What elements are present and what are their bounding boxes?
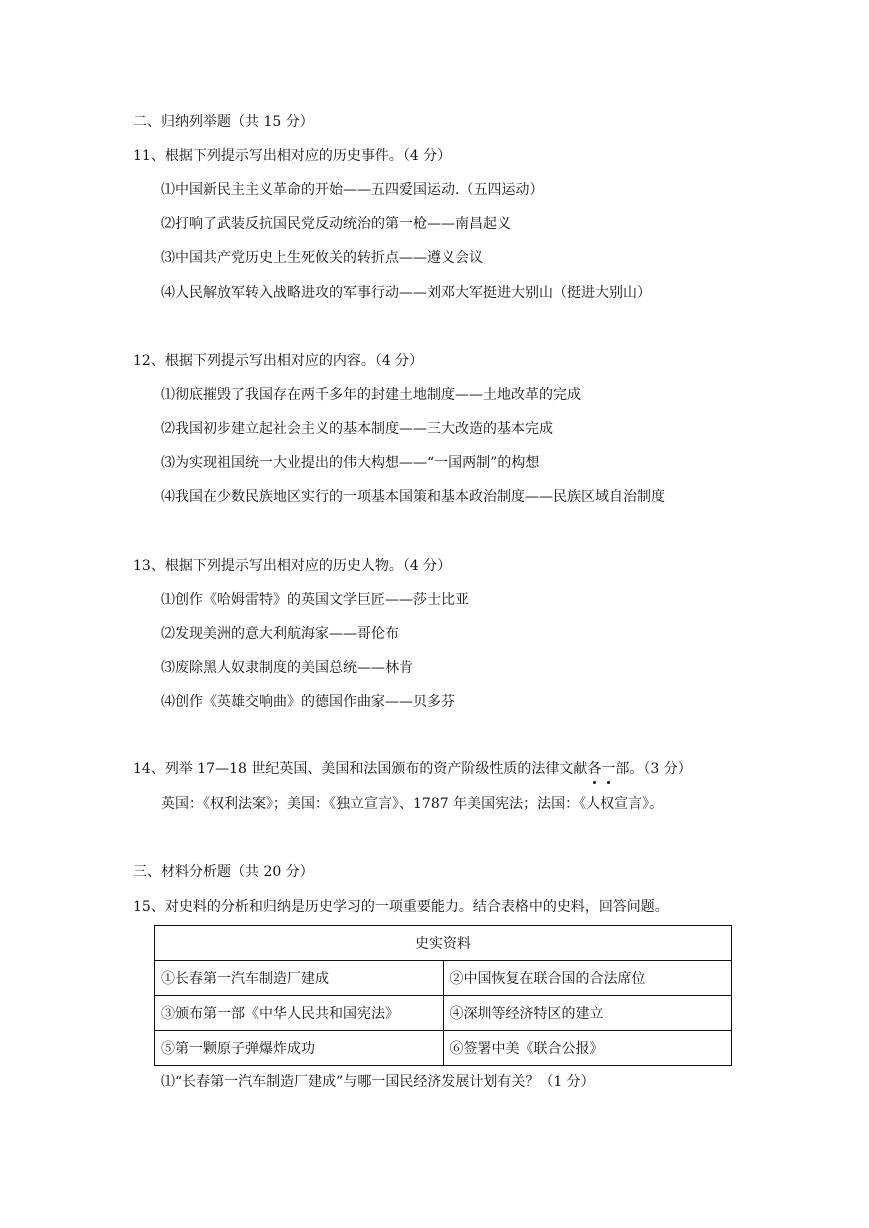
table-cell: ⑥签署中美《联合公报》	[443, 1031, 732, 1066]
table-cell: ④深圳等经济特区的建立	[443, 996, 732, 1031]
table-header: 史实资料	[155, 926, 732, 961]
question-15-stem: 15、对史料的分析和归纳是历史学习的一项重要能力。结合表格中的史料，回答问题。	[133, 899, 669, 915]
table-cell: ②中国恢复在联合国的合法席位	[443, 961, 732, 996]
section3-title: 三、材料分析题（共 20 分）	[133, 864, 314, 880]
question-12-stem: 12、根据下列提示写出相对应的内容。（4 分）	[133, 353, 424, 369]
table-cell: ①长春第一汽车制造厂建成	[155, 961, 444, 996]
question-13-item-3: ⑶废除黑人奴隶制度的美国总统——林肯	[161, 660, 413, 676]
question-12-item-3: ⑶为实现祖国统一大业提出的伟大构想——“一国两制”的构想	[161, 455, 540, 471]
question-14-answer: 英国：《权利法案》；美国：《独立宣言》、1787 年美国宪法；法国：《人权宣言》。	[161, 796, 664, 812]
question-15-sub-1: ⑴“长春第一汽车制造厂建成”与哪一国民经济发展计划有关？（1 分）	[161, 1074, 595, 1090]
question-12-item-1: ⑴彻底摧毁了我国存在两千多年的封建土地制度——土地改革的完成	[161, 387, 581, 403]
section2-title: 二、归纳列举题（共 15 分）	[133, 114, 314, 130]
question-11-item-2: ⑵打响了武装反抗国民党反动统治的第一枪——南昌起义	[161, 216, 511, 232]
question-14-stem-text: 14、列举 17—18 世纪英国、美国和法国颁布的资产阶级性质的法律文献	[133, 761, 588, 777]
question-11-item-1: ⑴中国新民主主义革命的开始——五四爱国运动.（五四运动）	[161, 182, 544, 198]
table-cell: ⑤第一颗原子弹爆炸成功	[155, 1031, 444, 1066]
question-12-item-4: ⑷我国在少数民族地区实行的一项基本国策和基本政治制度——民族区域自治制度	[161, 489, 665, 505]
question-11-item-3: ⑶中国共产党历史上生死攸关的转折点——遵义会议	[161, 250, 483, 266]
emphasis-dot-char: 各	[587, 761, 602, 777]
emphasis-dot-char: 一	[601, 761, 616, 777]
question-13-item-4: ⑷创作《英雄交响曲》的德国作曲家——贝多芬	[161, 694, 455, 710]
historical-facts-table	[154, 925, 732, 1066]
question-14-stem-tail: 部。（3 分）	[615, 761, 692, 777]
question-13-item-2: ⑵发现美洲的意大利航海家——哥伦布	[161, 626, 399, 642]
question-14-stem	[133, 760, 692, 778]
question-11-item-4: ⑷人民解放军转入战略进攻的军事行动——刘邓大军挺进大别山（挺进大别山）	[161, 285, 651, 301]
table-row	[155, 1031, 732, 1066]
table-header-row	[155, 926, 732, 961]
question-13-item-1: ⑴创作《哈姆雷特》的英国文学巨匠——莎士比亚	[161, 592, 469, 608]
table-row	[155, 961, 732, 996]
question-11-stem: 11、根据下列提示写出相对应的历史事件。（4 分）	[133, 148, 452, 164]
table-cell: ③颁布第一部《中华人民共和国宪法》	[155, 996, 444, 1031]
table-row	[155, 996, 732, 1031]
question-13-stem: 13、根据下列提示写出相对应的历史人物。（4 分）	[133, 558, 452, 574]
question-12-item-2: ⑵我国初步建立起社会主义的基本制度——三大改造的基本完成	[161, 421, 553, 437]
